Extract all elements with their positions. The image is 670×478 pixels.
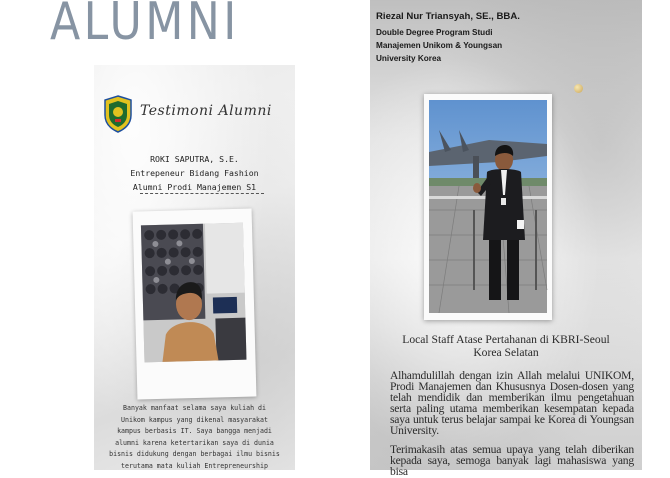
alumni-role: Entrepeneur Bidang Fashion (130, 168, 259, 178)
program-line: Double Degree Program Studi (376, 28, 493, 37)
card-title: Testimoni Alumni (140, 103, 272, 119)
decorative-ornament (574, 84, 583, 93)
divider (140, 193, 264, 194)
alumni-position (370, 333, 642, 359)
alumni-photo-frame (133, 208, 257, 399)
testimonial-paragraph: Alhamdulillah dengan izin Allah melalui UNIKOM, Prodi Manajemen dan Khususnya Dosen-dosen yang telah mendidik dan memberikan ilmu pengetahuan serta paling utama memberikan kesempatan kepada saya untuk terus belajar sampai ke Korea di Youngsan University. (390, 369, 634, 437)
testimonial-line: alumni karena ketertarikan saya di dunia (115, 438, 274, 447)
testimonial-card-left[interactable] (94, 65, 295, 470)
testimonial-line: bisnis didukung dengan berbagai ilmu bisnis (109, 450, 280, 459)
alumni-name: Riezal Nur Triansyah, SE., BBA. (376, 11, 520, 22)
program-line: University Korea (376, 54, 442, 63)
testimonial-line: terutama mata kuliah Entrepreneurship (121, 461, 268, 470)
position-line: Korea Selatan (473, 346, 539, 359)
testimonial-line: kampus berbasis IT. Saya bangga menjadi (117, 427, 272, 436)
testimonial-card-right[interactable] (370, 0, 642, 478)
alumni-name: ROKI SAPUTRA, S.E. (150, 154, 239, 164)
page-heading: ALUMNI (50, 0, 240, 52)
alumni-program: Alumni Prodi Manajemen S1 (132, 182, 257, 192)
alumni-photo (429, 100, 547, 313)
testimonial-paragraph: Terimakasih atas semua upaya yang telah diberikan kepada saya, semoga banyak lagi mahasiswa yang bisa (390, 443, 634, 478)
alumni-photo-frame (424, 94, 552, 320)
program-line: Manajemen Unikom & Youngsan (376, 41, 503, 50)
university-crest-icon (103, 95, 133, 133)
testimonial-line: Unikom kampus yang dikenal masyarakat (121, 415, 268, 424)
alumni-info (94, 152, 295, 194)
testimonial-text (102, 403, 287, 473)
alumni-photo (141, 223, 247, 363)
position-line: Local Staff Atase Pertahanan di KBRI-Seoul (402, 333, 610, 346)
alumni-program (376, 26, 556, 65)
testimonial-line: Banyak manfaat selama saya kuliah di (123, 404, 266, 412)
